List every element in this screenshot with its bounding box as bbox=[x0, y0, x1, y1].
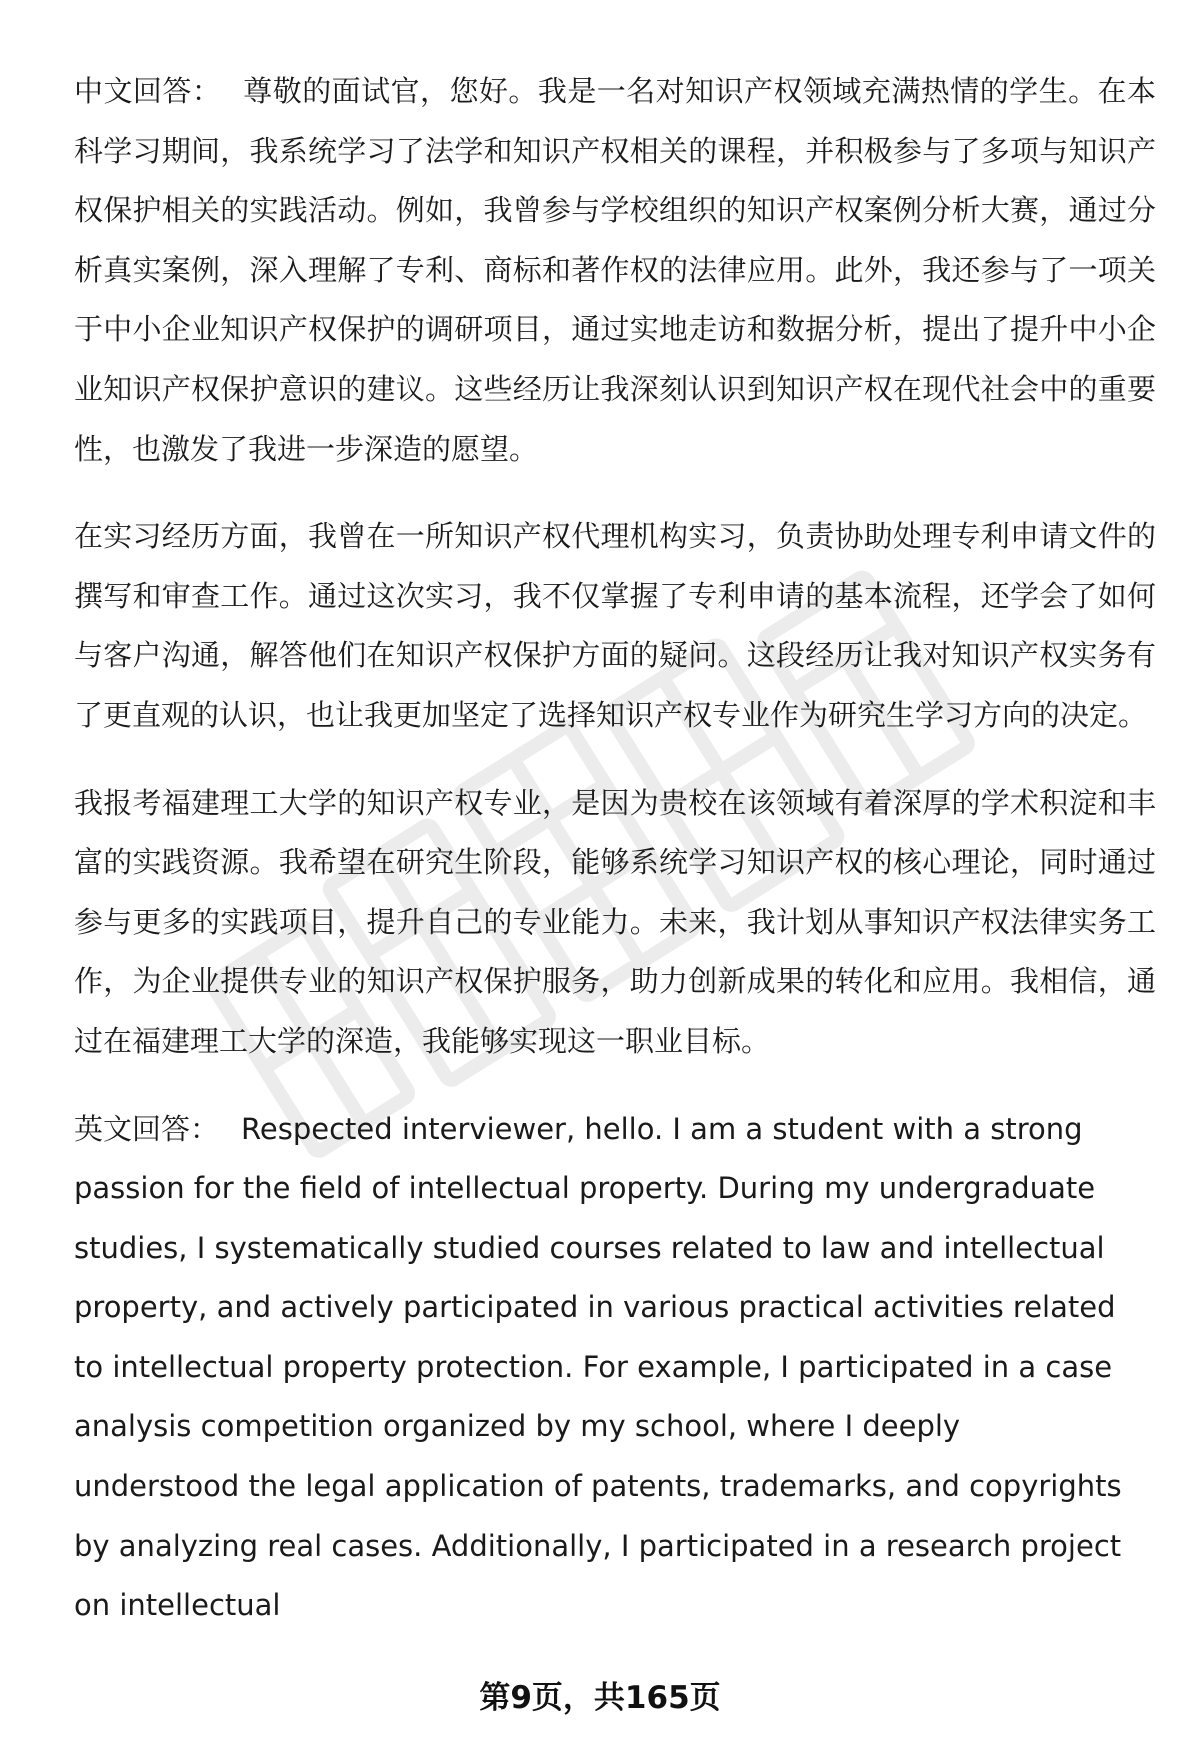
en-answer-paragraph bbox=[74, 1100, 1156, 1636]
document-body bbox=[74, 62, 1156, 1664]
en-answer-label: 英文回答： bbox=[74, 1111, 220, 1146]
page-number-footer: 第9页，共165页 bbox=[479, 1680, 721, 1716]
zh-answer-intro-paragraph bbox=[74, 62, 1156, 479]
zh-answer-internship-paragraph: 在实习经历方面，我曾在一所知识产权代理机构实习，负责协助处理专利申请文件的撰写和审查工作。通过这次实习，我不仅掌握了专利申请的基本流程，还学会了如何与客户沟通，解答他们在知识产权保护方面的疑问。这段经历让我对知识产权实务有了更直观的认识，也让我更加坚定了选择知识产权专业作为研究生学习方向的决定。 bbox=[74, 519, 1156, 732]
en-answer-text: Respected interviewer, hello. I am a student with a strong passion for the field of intellectual property. During my undergraduate studies, I systematically studied courses related to law and intellectual property, and actively participated in various practical activities related to intellectual property protection. For example, I participated in a case analysis competition organized by my school, where I deeply understood the legal application of patents, trademarks, and copyrights by analyzing real cases. Additionally, I participated in a research project on intellectual bbox=[74, 1111, 1122, 1623]
zh-answer-motivation-paragraph: 我报考福建理工大学的知识产权专业，是因为贵校在该领域有着深厚的学术积淀和丰富的实践资源。我希望在研究生阶段，能够系统学习知识产权的核心理论，同时通过参与更多的实践项目，提升自己的专业能力。未来，我计划从事知识产权法律实务工作，为企业提供专业的知识产权保护服务，助力创新成果的转化和应用。我相信，通过在福建理工大学的深造，我能够实现这一职业目标。 bbox=[74, 785, 1156, 1058]
zh-answer-intro-text: 尊敬的面试官，您好。我是一名对知识产权领域充满热情的学生。在本科学习期间，我系统学习了法学和知识产权相关的课程，并积极参与了多项与知识产权保护相关的实践活动。例如，我曾参与学校组织的知识产权案例分析大赛，通过分析真实案例，深入理解了专利、商标和著作权的法律应用。此外，我还参与了一项关于中小企业知识产权保护的调研项目，通过实地走访和数据分析，提出了提升中小企业知识产权保护意识的建议。这些经历让我深刻认识到知识产权在现代社会中的重要性，也激发了我进一步深造的愿望。 bbox=[74, 74, 1156, 466]
zh-answer-label: 中文回答： bbox=[74, 74, 222, 108]
